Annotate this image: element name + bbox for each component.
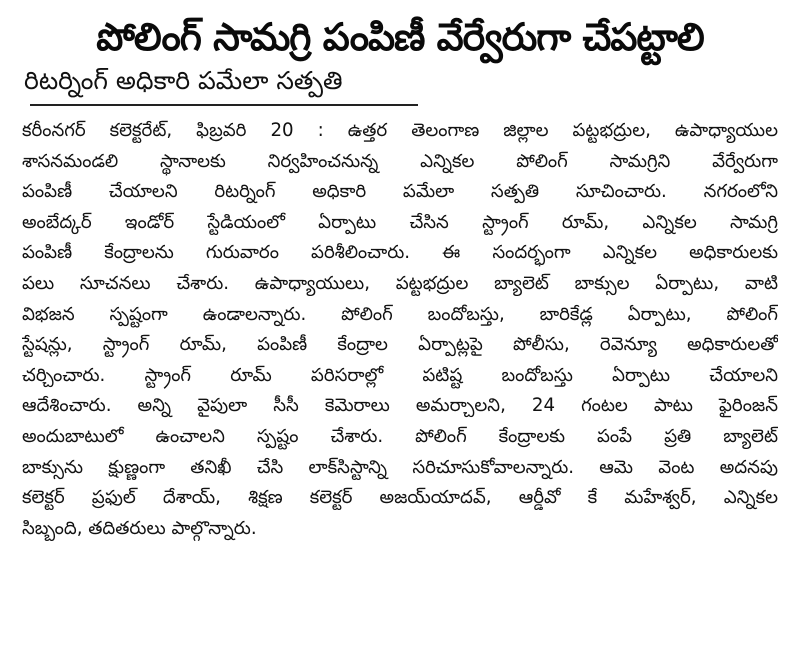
body-line: విభజన స్పష్టంగా ఉండాలన్నారు. పోలింగ్ బందోబస్తు, బారికేడ్ల ఏర్పాటు, పోలింగ్ — [22, 303, 778, 325]
body-line: స్టేషన్లు, స్ట్రాంగ్ రూమ్, పంపిణీ కేంద్రాల ఏర్పాట్లపై పోలీసు, రెవెన్యూ అధికారులతో — [22, 334, 778, 356]
body-line: పంపిణీ కేంద్రాలను గురువారం పరిశీలించారు. ఈ సందర్భంగా ఎన్నికల అధికారులకు — [22, 242, 778, 264]
body-line: శాసనమండలి స్థానాలకు నిర్వహించనున్న ఎన్నికల పోలింగ్ సామగ్రిని వేర్వేరుగా — [22, 150, 778, 172]
subheadline-block — [16, 64, 784, 102]
body-line-last: సిబ్బంది, తదితరులు పాల్గొన్నారు. — [22, 517, 257, 539]
body-line: పలు సూచనలు చేశారు. ఉపాధ్యాయులు, పట్టభద్రుల బ్యాలెట్ బాక్సుల ఏర్పాటు, వాటి — [22, 272, 778, 294]
body-line: పంపిణీ చేయాలని రిటర్నింగ్ అధికారి పమేలా సత్పతి సూచించారు. నగరంలోని — [22, 181, 778, 203]
body-line: అంబేద్కర్ ఇండోర్ స్టేడియంలో ఏర్పాటు చేసిన స్ట్రాంగ్ రూమ్, ఎన్నికల సామగ్రి — [22, 211, 778, 233]
body-line: కలెక్టర్ ప్రఫుల్ దేశాయ్, శిక్షణ కలెక్టర్ అజయ్‌యాదవ్, ఆర్డీవో కే మహేశ్వర్, ఎన్నికల — [22, 487, 778, 509]
body-line: చర్చించారు. స్ట్రాంగ్ రూమ్ పరిసరాల్లో పటిష్ట బందోబస్తు ఏర్పాటు చేయాలని — [22, 364, 778, 386]
body-line: కరీంనగర్ కలెక్టరేట్, ఫిబ్రవరి 20 : ఉత్తర తెలంగాణ జిల్లాల పట్టభద్రుల, ఉపాధ్యాయుల — [22, 120, 778, 141]
subheadline: రిటర్నింగ్ అధికారి పమేలా సత్పతి — [24, 66, 343, 95]
body-line: అందుబాటులో ఉంచాలని స్పష్టం చేశారు. పోలింగ్ కేంద్రాలకు పంపే ప్రతి బ్యాలెట్ — [22, 425, 778, 447]
article-body — [16, 116, 784, 544]
body-line: ఆదేశించారు. అన్ని వైపులా సీసీ కెమెరాలు అమర్చాలని, 24 గంటల పాటు ఫైరింజన్ — [22, 395, 778, 417]
headline: పోలింగ్ సామగ్రి పంపిణీ వేర్వేరుగా చేపట్టాలి — [96, 15, 704, 59]
body-line: బాక్సును క్షుణ్ణంగా తనిఖీ చేసి లాక్‌సిస్టాన్ని సరిచూసుకోవాలన్నారు. ఆమె వెంట అదనపు — [22, 456, 778, 478]
subheadline-underline — [30, 104, 418, 106]
